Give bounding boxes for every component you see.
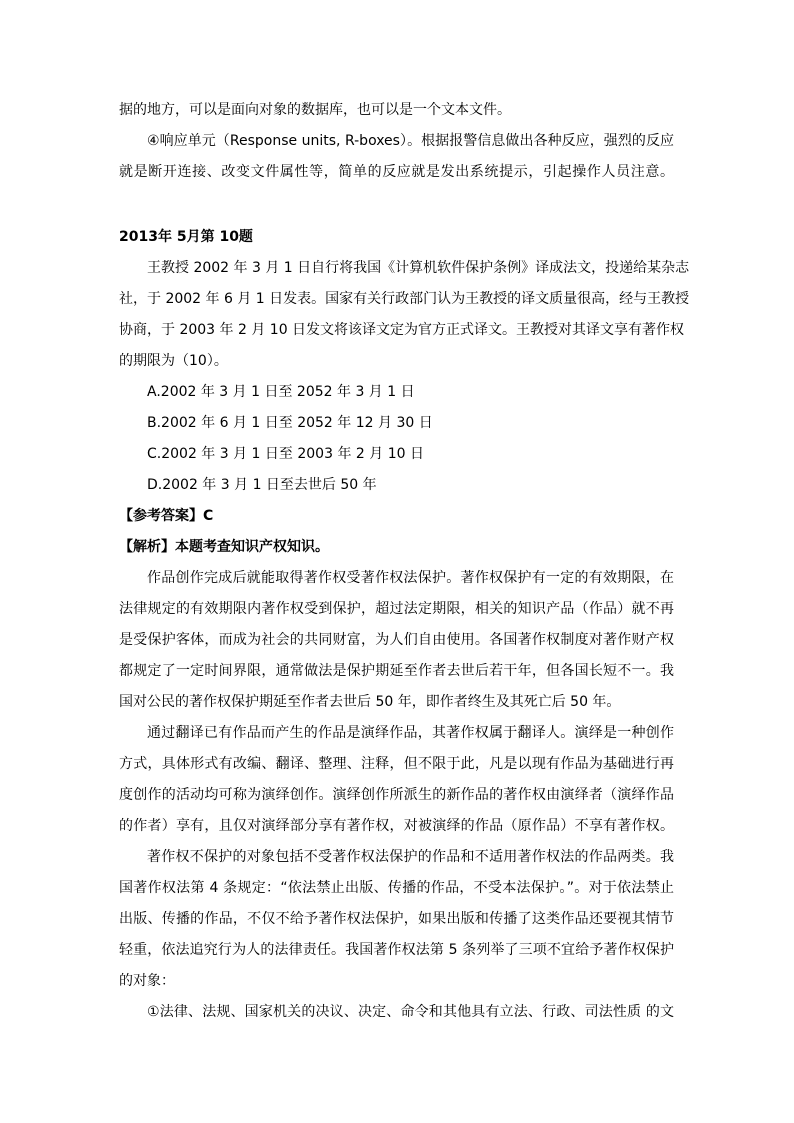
question-line: 的期限为（10）。: [119, 353, 228, 369]
text-line: 法律规定的有效期限内著作权受到保护，超过法定期限，相关的知识产品（作品）就不再: [119, 601, 674, 617]
text-line: ④响应单元（Response units, R-boxes）。根据报警信息做出各种反应，强烈的反应: [147, 133, 674, 149]
option-c: C.2002 年 3 月 1 日至 2003 年 2 月 10 日: [147, 446, 424, 462]
text-line: 的作者）享有，且仅对演绎部分享有著作权，对被演绎的作品（原作品）不享有著作权。: [119, 818, 674, 834]
question-heading: 2013年 5月第 10题: [119, 229, 253, 245]
text-line: 轻重，依法追究行为人的法律责任。我国著作权法第 5 条列举了三项不宜给予著作权保护: [119, 942, 674, 958]
text-line: 著作权不保护的对象包括不受著作权法保护的作品和不适用著作权法的作品两类。我: [147, 849, 674, 865]
option-d: D.2002 年 3 月 1 日至去世后 50 年: [147, 477, 377, 493]
text-line: 据的地方，可以是面向对象的数据库，也可以是一个文本文件。: [119, 102, 511, 118]
question-line: 王教授 2002 年 3 月 1 日自行将我国《计算机软件保护条例》译成法文，投递给某杂志: [147, 260, 690, 276]
option-a: A.2002 年 3 月 1 日至 2052 年 3 月 1 日: [147, 384, 415, 400]
text-line: ①法律、法规、国家机关的决议、决定、命令和其他具有立法、行政、司法性质 的文: [147, 1004, 674, 1020]
option-b: B.2002 年 6 月 1 日至 2052 年 12 月 30 日: [147, 415, 433, 431]
text-line: 作品创作完成后就能取得著作权受著作权法保护。著作权保护有一定的有效期限，在: [147, 570, 674, 586]
text-line: 出版、传播的作品，不仅不给予著作权法保护，如果出版和传播了这类作品还要视其情节: [119, 911, 674, 927]
reference-answer: 【参考答案】C: [119, 508, 214, 524]
question-line: 协商，于 2003 年 2 月 10 日发文将该译文定为官方正式译文。王教授对其译文享有著作权: [119, 322, 685, 338]
text-line: 的对象：: [119, 973, 175, 989]
text-line: 国对公民的著作权保护期延至作者去世后 50 年，即作者终生及其死亡后 50 年。: [119, 694, 621, 710]
text-line: 是受保护客体，而成为社会的共同财富，为人们自由使用。各国著作权制度对著作财产权: [119, 632, 674, 648]
text-line: 度创作的活动均可称为演绎创作。演绎创作所派生的新作品的著作权由演绎者（演绎作品: [119, 787, 674, 803]
text-line: 就是断开连接、改变文件属性等，简单的反应就是发出系统提示，引起操作人员注意。: [119, 164, 674, 180]
text-line: 方式，具体形式有改编、翻译、整理、注释，但不限于此，凡是以现有作品为基础进行再: [119, 756, 674, 772]
analysis-heading: 【解析】本题考查知识产权知识。: [119, 539, 329, 555]
text-line: 通过翻译已有作品而产生的作品是演绎作品，其著作权属于翻译人。演绎是一种创作: [147, 725, 674, 741]
question-line: 社，于 2002 年 6 月 1 日发表。国家有关行政部门认为王教授的译文质量很高，经与王教授: [119, 291, 690, 307]
text-line: 都规定了一定时间界限，通常做法是保护期延至作者去世后若干年，但各国长短不一。我: [119, 663, 674, 679]
text-line: 国著作权法第 4 条规定：“依法禁止出版、传播的作品，不受本法保护。”。对于依法禁止: [119, 880, 674, 896]
